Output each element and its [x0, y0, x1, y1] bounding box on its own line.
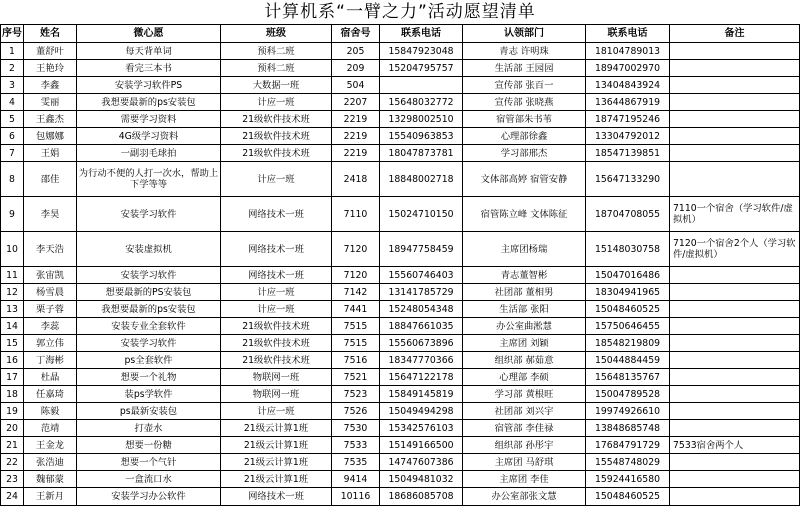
- cell-dept: 心理部徐鑫: [463, 128, 586, 145]
- cell-phone: 15204795757: [380, 60, 463, 77]
- cell-phone: 15560673896: [380, 335, 463, 352]
- cell-note: [670, 94, 800, 111]
- cell-dorm: 2219: [332, 145, 380, 162]
- cell-note: [670, 43, 800, 60]
- cell-dorm: 7535: [332, 454, 380, 471]
- cell-wish: ps全套软件: [77, 352, 221, 369]
- cell-dept-phone: 19974926610: [586, 403, 670, 420]
- cell-wish: 安装学习办公软件: [77, 488, 221, 506]
- cell-name: 郭立伟: [24, 335, 77, 352]
- cell-phone: 15024710150: [380, 197, 463, 232]
- cell-class: 计应一班: [221, 162, 332, 197]
- cell-name: 张宙凯: [24, 267, 77, 284]
- cell-phone: 18947758459: [380, 232, 463, 267]
- cell-dept-phone: 15647133290: [586, 162, 670, 197]
- cell-no: 13: [1, 301, 24, 318]
- cell-note: [670, 111, 800, 128]
- cell-wish: 看完三本书: [77, 60, 221, 77]
- cell-dept-phone: 15548748029: [586, 454, 670, 471]
- cell-no: 12: [1, 284, 24, 301]
- cell-dorm: 7533: [332, 437, 380, 454]
- cell-phone: 15647122178: [380, 369, 463, 386]
- cell-phone: 18847661035: [380, 318, 463, 335]
- cell-dept: 社团部 董相男: [463, 284, 586, 301]
- cell-no: 23: [1, 471, 24, 488]
- table-row: [1, 43, 800, 60]
- cell-name: 李鑫: [24, 77, 77, 94]
- cell-dept-phone: 18704708055: [586, 197, 670, 232]
- cell-dept-phone: 18104789013: [586, 43, 670, 60]
- cell-dorm: 9414: [332, 471, 380, 488]
- cell-wish: 想要最新的PS安装包: [77, 284, 221, 301]
- cell-name: 魏郁蒙: [24, 471, 77, 488]
- cell-wish: 安装学习软件: [77, 267, 221, 284]
- cell-no: 20: [1, 420, 24, 437]
- cell-class: 预科二班: [221, 43, 332, 60]
- cell-dept: 宿管部朱书苇: [463, 111, 586, 128]
- cell-class: 21级云计算1班: [221, 437, 332, 454]
- cell-dept-phone: 15750646455: [586, 318, 670, 335]
- cell-wish: ps最新安装包: [77, 403, 221, 420]
- table-row: [1, 437, 800, 454]
- cell-note: [670, 420, 800, 437]
- cell-dept: 学习部 黄根旺: [463, 386, 586, 403]
- table-row: [1, 128, 800, 145]
- cell-no: 10: [1, 232, 24, 267]
- cell-note: [670, 301, 800, 318]
- cell-class: 网络技术一班: [221, 197, 332, 232]
- cell-phone: 18848002718: [380, 162, 463, 197]
- cell-dept-phone: 15004789528: [586, 386, 670, 403]
- cell-wish: 想要一个礼物: [77, 369, 221, 386]
- table-row: [1, 335, 800, 352]
- header-dept-phone: 联系电话: [586, 25, 670, 43]
- cell-note: [670, 318, 800, 335]
- cell-phone: 13298002510: [380, 111, 463, 128]
- cell-wish: 我想要最新的ps安装包: [77, 301, 221, 318]
- cell-dorm: 7523: [332, 386, 380, 403]
- cell-no: 2: [1, 60, 24, 77]
- cell-dept-phone: 15648135767: [586, 369, 670, 386]
- cell-no: 15: [1, 335, 24, 352]
- cell-dept-phone: 15044884459: [586, 352, 670, 369]
- cell-note: [670, 471, 800, 488]
- cell-wish: 为行动不便的人打一次水，帮助上下学等等: [77, 162, 221, 197]
- cell-no: 7: [1, 145, 24, 162]
- cell-note: [670, 335, 800, 352]
- cell-phone: 15149166500: [380, 437, 463, 454]
- cell-class: 21级软件技术班: [221, 128, 332, 145]
- cell-wish: 安装学习软件PS: [77, 77, 221, 94]
- cell-dept: 办公室曲淞慧: [463, 318, 586, 335]
- cell-class: 大数据一班: [221, 77, 332, 94]
- cell-phone: 15540963853: [380, 128, 463, 145]
- page-title: 计算机系“一臂之力”活动愿望清单: [264, 2, 536, 22]
- table-row: [1, 77, 800, 94]
- cell-class: 计应一班: [221, 284, 332, 301]
- cell-dept-phone: 15924416580: [586, 471, 670, 488]
- cell-no: 24: [1, 488, 24, 506]
- header-dept: 认领部门: [463, 25, 586, 43]
- cell-no: 17: [1, 369, 24, 386]
- table-row: [1, 111, 800, 128]
- header-phone: 联系电话: [380, 25, 463, 43]
- cell-phone: 15560746403: [380, 267, 463, 284]
- table-row: [1, 284, 800, 301]
- cell-class: 21级软件技术班: [221, 318, 332, 335]
- cell-class: 21级云计算1班: [221, 420, 332, 437]
- cell-no: 4: [1, 94, 24, 111]
- cell-dept-phone: 15048460525: [586, 488, 670, 506]
- cell-class: 预科二班: [221, 60, 332, 77]
- cell-phone: 13141785729: [380, 284, 463, 301]
- table-row: [1, 197, 800, 232]
- cell-phone: 15049481032: [380, 471, 463, 488]
- cell-dept: 宿管陈立峰 文体陈征: [463, 197, 586, 232]
- cell-class: 21级软件技术班: [221, 352, 332, 369]
- cell-dept-phone: 13304792012: [586, 128, 670, 145]
- cell-class: 网络技术一班: [221, 267, 332, 284]
- table-row: [1, 60, 800, 77]
- cell-dept: 办公室部张文慧: [463, 488, 586, 506]
- cell-wish: 我想要最新的ps安装包: [77, 94, 221, 111]
- cell-dorm: 205: [332, 43, 380, 60]
- cell-wish: 一盒流口水: [77, 471, 221, 488]
- cell-dept-phone: 13404843924: [586, 77, 670, 94]
- cell-dept-phone: 15148030758: [586, 232, 670, 267]
- cell-dept: 心理部 李硕: [463, 369, 586, 386]
- cell-wish: 安装学习软件: [77, 335, 221, 352]
- cell-name: 董舒叶: [24, 43, 77, 60]
- cell-dept: 宣传部 张百一: [463, 77, 586, 94]
- cell-phone: 15847923048: [380, 43, 463, 60]
- cell-dorm: 7516: [332, 352, 380, 369]
- cell-class: 21级云计算1班: [221, 471, 332, 488]
- cell-phone: 15049494298: [380, 403, 463, 420]
- cell-dept: 宿管部 李佳禄: [463, 420, 586, 437]
- cell-name: 邵佳: [24, 162, 77, 197]
- cell-dorm: 7530: [332, 420, 380, 437]
- cell-name: 王娟: [24, 145, 77, 162]
- cell-dorm: 2418: [332, 162, 380, 197]
- cell-name: 任嘉琦: [24, 386, 77, 403]
- cell-no: 9: [1, 197, 24, 232]
- cell-no: 3: [1, 77, 24, 94]
- cell-dept-phone: 18547139851: [586, 145, 670, 162]
- cell-name: 杜晶: [24, 369, 77, 386]
- cell-note: 7110一个宿舍（学习软件/虚拟机）: [670, 197, 800, 232]
- cell-dept-phone: 15048460525: [586, 301, 670, 318]
- table-row: [1, 318, 800, 335]
- cell-dorm: 10116: [332, 488, 380, 506]
- cell-name: 李昊: [24, 197, 77, 232]
- cell-name: 杨雪晨: [24, 284, 77, 301]
- cell-note: [670, 60, 800, 77]
- cell-wish: 安装虚拟机: [77, 232, 221, 267]
- cell-name: 栗子蓉: [24, 301, 77, 318]
- table-row: [1, 471, 800, 488]
- cell-note: [670, 488, 800, 506]
- table-row: [1, 267, 800, 284]
- wish-list-table: [0, 24, 800, 506]
- cell-dept: 生活部 王园园: [463, 60, 586, 77]
- cell-dorm: 2207: [332, 94, 380, 111]
- cell-dept-phone: 18548219809: [586, 335, 670, 352]
- cell-no: 6: [1, 128, 24, 145]
- cell-dorm: 209: [332, 60, 380, 77]
- table-row: [1, 488, 800, 506]
- cell-class: 21级软件技术班: [221, 145, 332, 162]
- cell-dorm: 7515: [332, 318, 380, 335]
- cell-note: [670, 454, 800, 471]
- cell-dept-phone: 13848685748: [586, 420, 670, 437]
- cell-phone: [380, 77, 463, 94]
- cell-no: 22: [1, 454, 24, 471]
- cell-name: 陈毅: [24, 403, 77, 420]
- cell-no: 16: [1, 352, 24, 369]
- cell-wish: 4G级学习资料: [77, 128, 221, 145]
- cell-name: 王鑫杰: [24, 111, 77, 128]
- cell-dorm: 7142: [332, 284, 380, 301]
- cell-dorm: 504: [332, 77, 380, 94]
- cell-phone: 15849145819: [380, 386, 463, 403]
- table-row: [1, 232, 800, 267]
- header-name: 姓名: [24, 25, 77, 43]
- cell-wish: 打壶水: [77, 420, 221, 437]
- cell-wish: 需要学习资料: [77, 111, 221, 128]
- cell-dept: 主席团 刘颖: [463, 335, 586, 352]
- cell-class: 物联网一班: [221, 386, 332, 403]
- cell-name: 王新月: [24, 488, 77, 506]
- table-row: [1, 301, 800, 318]
- cell-wish: 装ps学软件: [77, 386, 221, 403]
- cell-wish: 安装学习软件: [77, 197, 221, 232]
- cell-dorm: 7441: [332, 301, 380, 318]
- table-row: [1, 403, 800, 420]
- cell-no: 14: [1, 318, 24, 335]
- cell-wish: 每天背单词: [77, 43, 221, 60]
- cell-note: 7533宿舍两个人: [670, 437, 800, 454]
- cell-dept: 青志 许明珠: [463, 43, 586, 60]
- cell-note: [670, 145, 800, 162]
- header-note: 备注: [670, 25, 800, 43]
- table-body: [1, 43, 800, 506]
- table-row: [1, 352, 800, 369]
- cell-dept: 学习部邢杰: [463, 145, 586, 162]
- cell-phone: 18686085708: [380, 488, 463, 506]
- cell-class: 21级软件技术班: [221, 111, 332, 128]
- cell-dorm: 7120: [332, 232, 380, 267]
- table-row: [1, 162, 800, 197]
- cell-note: [670, 267, 800, 284]
- cell-note: [670, 128, 800, 145]
- table-row: [1, 420, 800, 437]
- cell-dept: 主席团 李佳: [463, 471, 586, 488]
- cell-note: [670, 369, 800, 386]
- cell-dept: 主席团 马舒琪: [463, 454, 586, 471]
- cell-no: 18: [1, 386, 24, 403]
- cell-note: [670, 77, 800, 94]
- cell-dorm: 7120: [332, 267, 380, 284]
- table-row: [1, 386, 800, 403]
- cell-note: 7120一个宿舍2个人（学习软件/虚拟机）: [670, 232, 800, 267]
- cell-phone: 15648032772: [380, 94, 463, 111]
- cell-class: 网络技术一班: [221, 488, 332, 506]
- cell-phone: 15248054348: [380, 301, 463, 318]
- cell-no: 5: [1, 111, 24, 128]
- cell-dept: 组织部 郝茹意: [463, 352, 586, 369]
- cell-phone: 14747607386: [380, 454, 463, 471]
- cell-name: 李天浩: [24, 232, 77, 267]
- cell-dept: 青志董智彬: [463, 267, 586, 284]
- cell-class: 21级云计算1班: [221, 454, 332, 471]
- cell-name: 丁海彬: [24, 352, 77, 369]
- cell-dept-phone: 17684791729: [586, 437, 670, 454]
- table-row: [1, 369, 800, 386]
- cell-no: 11: [1, 267, 24, 284]
- cell-no: 19: [1, 403, 24, 420]
- cell-no: 8: [1, 162, 24, 197]
- cell-phone: 18047873781: [380, 145, 463, 162]
- cell-wish: 一副羽毛球拍: [77, 145, 221, 162]
- cell-dorm: 2219: [332, 111, 380, 128]
- cell-name: 张浩迪: [24, 454, 77, 471]
- cell-name: 李蕊: [24, 318, 77, 335]
- cell-dept-phone: 18304941965: [586, 284, 670, 301]
- table-row: [1, 94, 800, 111]
- cell-name: 雯丽: [24, 94, 77, 111]
- cell-name: 包娜娜: [24, 128, 77, 145]
- cell-no: 1: [1, 43, 24, 60]
- cell-class: 物联网一班: [221, 369, 332, 386]
- cell-dept: 组织部 孙彤宇: [463, 437, 586, 454]
- cell-dorm: 7110: [332, 197, 380, 232]
- cell-wish: 想要一份糖: [77, 437, 221, 454]
- cell-note: [670, 284, 800, 301]
- cell-note: [670, 162, 800, 197]
- cell-class: 21级软件技术班: [221, 335, 332, 352]
- cell-dept-phone: 13644867919: [586, 94, 670, 111]
- cell-dorm: 7515: [332, 335, 380, 352]
- cell-note: [670, 352, 800, 369]
- cell-class: 计应一班: [221, 403, 332, 420]
- cell-wish: 安装专业全套软件: [77, 318, 221, 335]
- cell-note: [670, 386, 800, 403]
- table-row: [1, 454, 800, 471]
- cell-name: 王金龙: [24, 437, 77, 454]
- cell-dept: 主席团杨瑞: [463, 232, 586, 267]
- cell-class: 计应一班: [221, 301, 332, 318]
- header-no: 序号: [1, 25, 24, 43]
- cell-dorm: 2219: [332, 128, 380, 145]
- cell-phone: 18347770366: [380, 352, 463, 369]
- cell-class: 计应一班: [221, 94, 332, 111]
- cell-dept-phone: 15047016486: [586, 267, 670, 284]
- cell-dept-phone: 18947002970: [586, 60, 670, 77]
- table-row: [1, 145, 800, 162]
- cell-wish: 想要一个气针: [77, 454, 221, 471]
- header-dorm: 宿舍号: [332, 25, 380, 43]
- cell-no: 21: [1, 437, 24, 454]
- header-wish: 微心愿: [77, 25, 221, 43]
- cell-dept: 生活部 张阳: [463, 301, 586, 318]
- header-class: 班级: [221, 25, 332, 43]
- cell-dept: 宣传部 张晓燕: [463, 94, 586, 111]
- cell-name: 王艳玲: [24, 60, 77, 77]
- cell-phone: 15342576103: [380, 420, 463, 437]
- cell-dorm: 7526: [332, 403, 380, 420]
- cell-class: 网络技术一班: [221, 232, 332, 267]
- cell-dept-phone: 18747195246: [586, 111, 670, 128]
- cell-dorm: 7521: [332, 369, 380, 386]
- cell-name: 范靖: [24, 420, 77, 437]
- table-header-row: [1, 25, 800, 43]
- cell-dept: 文体部高婷 宿管安静: [463, 162, 586, 197]
- cell-note: [670, 403, 800, 420]
- cell-dept: 社团部 刘兴宇: [463, 403, 586, 420]
